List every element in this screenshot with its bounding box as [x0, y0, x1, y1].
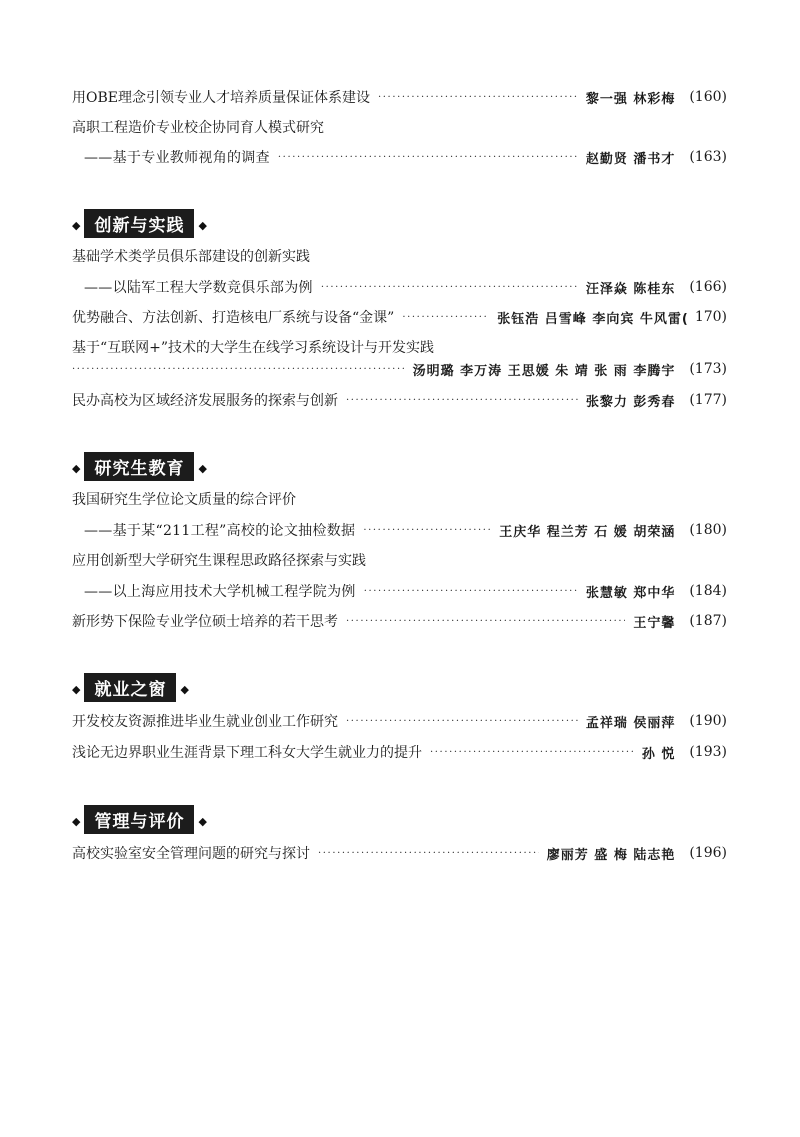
entry-subtitle: ——基于某“211工程”高校的论文抽检数据: [84, 523, 356, 539]
entry-title: 基础学术类学员俱乐部建设的创新实践: [72, 249, 310, 265]
entry-page: 170): [694, 309, 727, 325]
entry-authors: 赵勤贤 潘书才: [585, 151, 676, 167]
entry-page: (187): [689, 613, 727, 629]
toc-entry-title-line[interactable]: [72, 245, 310, 267]
section-title: 研究生教育: [84, 452, 194, 481]
section-header: [72, 808, 207, 834]
diamond-icon: ◆: [198, 461, 207, 475]
entry-page: (160): [689, 89, 727, 105]
toc-entry[interactable]: [72, 741, 727, 763]
leader-dots: [321, 282, 578, 293]
entry-title: 民办高校为区域经济发展服务的探索与创新: [72, 393, 338, 409]
toc-entry[interactable]: [72, 610, 727, 632]
section-title: 管理与评价: [84, 805, 194, 834]
entry-authors: 张黎力 彭秀春: [585, 394, 676, 410]
entry-authors: 黎一强 林彩梅: [585, 91, 676, 107]
section-header: [72, 676, 189, 702]
entry-authors: 王宁馨: [633, 615, 676, 631]
toc-entry-subtitle[interactable]: [84, 519, 727, 541]
entry-page: (190): [689, 713, 727, 729]
toc-entry[interactable]: [72, 86, 727, 108]
toc-entry-subtitle[interactable]: [84, 580, 727, 602]
leader-dots: [430, 747, 634, 758]
entry-subtitle: ——以陆军工程大学数竞俱乐部为例: [84, 280, 313, 296]
diamond-icon: ◆: [198, 218, 207, 232]
leader-dots: [278, 152, 578, 163]
entry-page: (180): [689, 522, 727, 538]
section-title: 创新与实践: [84, 209, 194, 238]
entry-title: 新形势下保险专业学位硕士培养的若干思考: [72, 614, 338, 630]
leader-dots: [378, 92, 578, 103]
leader-dots: [364, 586, 578, 597]
entry-authors: 孙 悦: [641, 746, 676, 762]
entry-authors: 廖丽芳 盛 梅 陆志艳: [546, 847, 676, 863]
toc-entry-subtitle[interactable]: [84, 276, 727, 298]
diamond-icon: ◆: [72, 682, 81, 696]
section-header: [72, 455, 207, 481]
diamond-icon: ◆: [72, 218, 81, 232]
diamond-icon: ◆: [72, 461, 81, 475]
diamond-icon: ◆: [198, 814, 207, 828]
entry-title: 优势融合、方法创新、打造核电厂系统与设备“金课”: [72, 310, 395, 326]
leader-dots: [318, 848, 539, 859]
toc-entry[interactable]: [72, 710, 727, 732]
entry-page: (196): [689, 845, 727, 861]
leader-dots: [346, 716, 578, 727]
entry-page: (163): [689, 149, 727, 165]
toc-entry[interactable]: [72, 389, 727, 411]
entry-title: 用OBE理念引领专业人才培养质量保证体系建设: [72, 90, 370, 106]
entry-page: (173): [689, 361, 727, 377]
leader-dots: [346, 395, 578, 406]
entry-page: (184): [689, 583, 727, 599]
leader-dots: [346, 616, 625, 627]
entry-authors: 汪泽焱 陈桂东: [585, 281, 676, 297]
toc-entry-authors-line[interactable]: [72, 358, 727, 380]
leader-dots: [402, 312, 489, 323]
entry-authors: 张钰浩 吕雪峰 李向宾 牛风雷(: [497, 311, 689, 327]
diamond-icon: ◆: [72, 814, 81, 828]
toc-entry-title-line[interactable]: [72, 549, 366, 571]
entry-title: 应用创新型大学研究生课程思政路径探索与实践: [72, 553, 366, 569]
entry-authors: 孟祥瑞 侯丽萍: [585, 715, 676, 731]
leader-dots: [72, 364, 405, 375]
entry-title: 浅论无边界职业生涯背景下理工科女大学生就业力的提升: [72, 745, 422, 761]
entry-authors: 张慧敏 郑中华: [585, 585, 676, 601]
toc-entry-title-line[interactable]: [72, 488, 296, 510]
diamond-icon: ◆: [180, 682, 189, 696]
entry-page: (166): [689, 279, 727, 295]
entry-authors: 王庆华 程兰芳 石 媛 胡荣涵: [499, 524, 676, 540]
entry-title: 高职工程造价专业校企协同育人模式研究: [72, 120, 324, 136]
leader-dots: [363, 525, 491, 536]
entry-title: 高校实验室安全管理问题的研究与探讨: [72, 846, 310, 862]
entry-page: (193): [689, 744, 727, 760]
toc-entry-subtitle[interactable]: [84, 146, 727, 168]
toc-entry[interactable]: [72, 842, 727, 864]
entry-subtitle: ——以上海应用技术大学机械工程学院为例: [84, 584, 356, 600]
entry-subtitle: ——基于专业教师视角的调查: [84, 150, 270, 166]
entry-page: (177): [689, 392, 727, 408]
toc-entry[interactable]: [72, 306, 727, 328]
toc-entry-title-line[interactable]: [72, 336, 434, 358]
toc-entry-title-line[interactable]: [72, 116, 324, 138]
entry-title: 我国研究生学位论文质量的综合评价: [72, 492, 296, 508]
entry-authors: 汤明璐 李万涛 王思媛 朱 靖 张 雨 李腾宇: [412, 363, 676, 379]
section-title: 就业之窗: [84, 673, 176, 702]
section-header: [72, 212, 207, 238]
entry-title: 基于“互联网+”技术的大学生在线学习系统设计与开发实践: [72, 340, 435, 356]
entry-title: 开发校友资源推进毕业生就业创业工作研究: [72, 714, 338, 730]
